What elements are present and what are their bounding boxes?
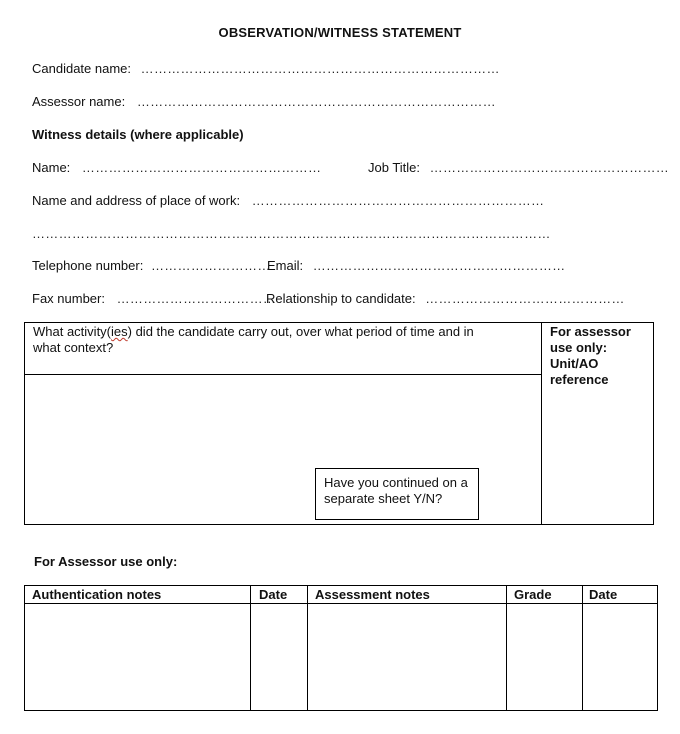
job-title-label: Job Title: — [368, 160, 421, 175]
assessor-table — [24, 585, 658, 711]
activity-question-ies: ies — [111, 324, 128, 339]
assessor-name-field[interactable] — [32, 94, 496, 109]
workplace-dots: ………………………………………………………… — [251, 193, 545, 208]
witness-name-field[interactable] — [32, 160, 321, 175]
relationship-field[interactable] — [266, 291, 625, 306]
candidate-name-field[interactable] — [32, 61, 500, 76]
telephone-dots: ……………………… — [150, 258, 271, 273]
table-header-grade: Grade — [514, 587, 552, 602]
activity-box — [24, 322, 654, 525]
email-field[interactable] — [267, 258, 565, 273]
candidate-name-dots: ……………………………………………………………………… — [140, 61, 500, 76]
assessor-only-label: For assessor use only: Unit/AO reference — [550, 324, 631, 387]
table-header-authentication-notes: Authentication notes — [32, 587, 162, 602]
activity-question-part1: What activity( — [33, 324, 112, 339]
assessor-name-dots: ……………………………………………………………………… — [136, 94, 496, 109]
fax-field[interactable] — [32, 291, 276, 306]
fax-dots: ……………………………… — [116, 291, 277, 306]
workplace-label: Name and address of place of work: — [32, 193, 241, 208]
job-title-field[interactable] — [368, 160, 669, 175]
workplace-field[interactable] — [32, 193, 544, 208]
assessor-section-heading: For Assessor use only: — [34, 554, 178, 569]
authentication-notes-cell[interactable] — [25, 604, 250, 710]
relationship-label: Relationship to candidate: — [266, 291, 416, 306]
assessment-notes-cell[interactable] — [308, 604, 506, 710]
witness-heading: Witness details (where applicable) — [32, 127, 244, 142]
telephone-field[interactable] — [32, 258, 271, 273]
unit-reference-area[interactable] — [542, 375, 653, 524]
fax-label: Fax number: — [32, 291, 105, 306]
assessment-date-cell[interactable] — [583, 604, 657, 710]
table-header-assessment-notes: Assessment notes — [315, 587, 430, 602]
table-header-date-2: Date — [589, 587, 618, 602]
authentication-date-cell[interactable] — [251, 604, 307, 710]
grade-cell[interactable] — [507, 604, 582, 710]
table-header-date: Date — [259, 587, 288, 602]
candidate-name-label: Candidate name: — [32, 61, 132, 76]
relationship-dots: ……………………………………… — [425, 291, 625, 306]
job-title-dots: ……………………………………………… — [429, 160, 670, 175]
witness-name-dots: ……………………………………………… — [81, 160, 322, 175]
page-title: OBSERVATION/WITNESS STATEMENT — [218, 25, 462, 40]
email-dots: ………………………………………………… — [312, 258, 566, 273]
activity-question — [33, 324, 503, 356]
email-label: Email: — [267, 258, 304, 273]
assessor-name-label: Assessor name: — [32, 94, 126, 109]
telephone-label: Telephone number: — [32, 258, 144, 273]
continued-sheet-box[interactable]: Have you continued on a separate sheet Y/N? — [315, 468, 479, 520]
activity-question-part2: ) did the candidate carry out, over what period of time and in what context? — [33, 324, 474, 355]
witness-name-label: Name: — [32, 160, 71, 175]
workplace-dots-line2[interactable]: ……………………………………………………………………………………………………… — [32, 226, 551, 241]
